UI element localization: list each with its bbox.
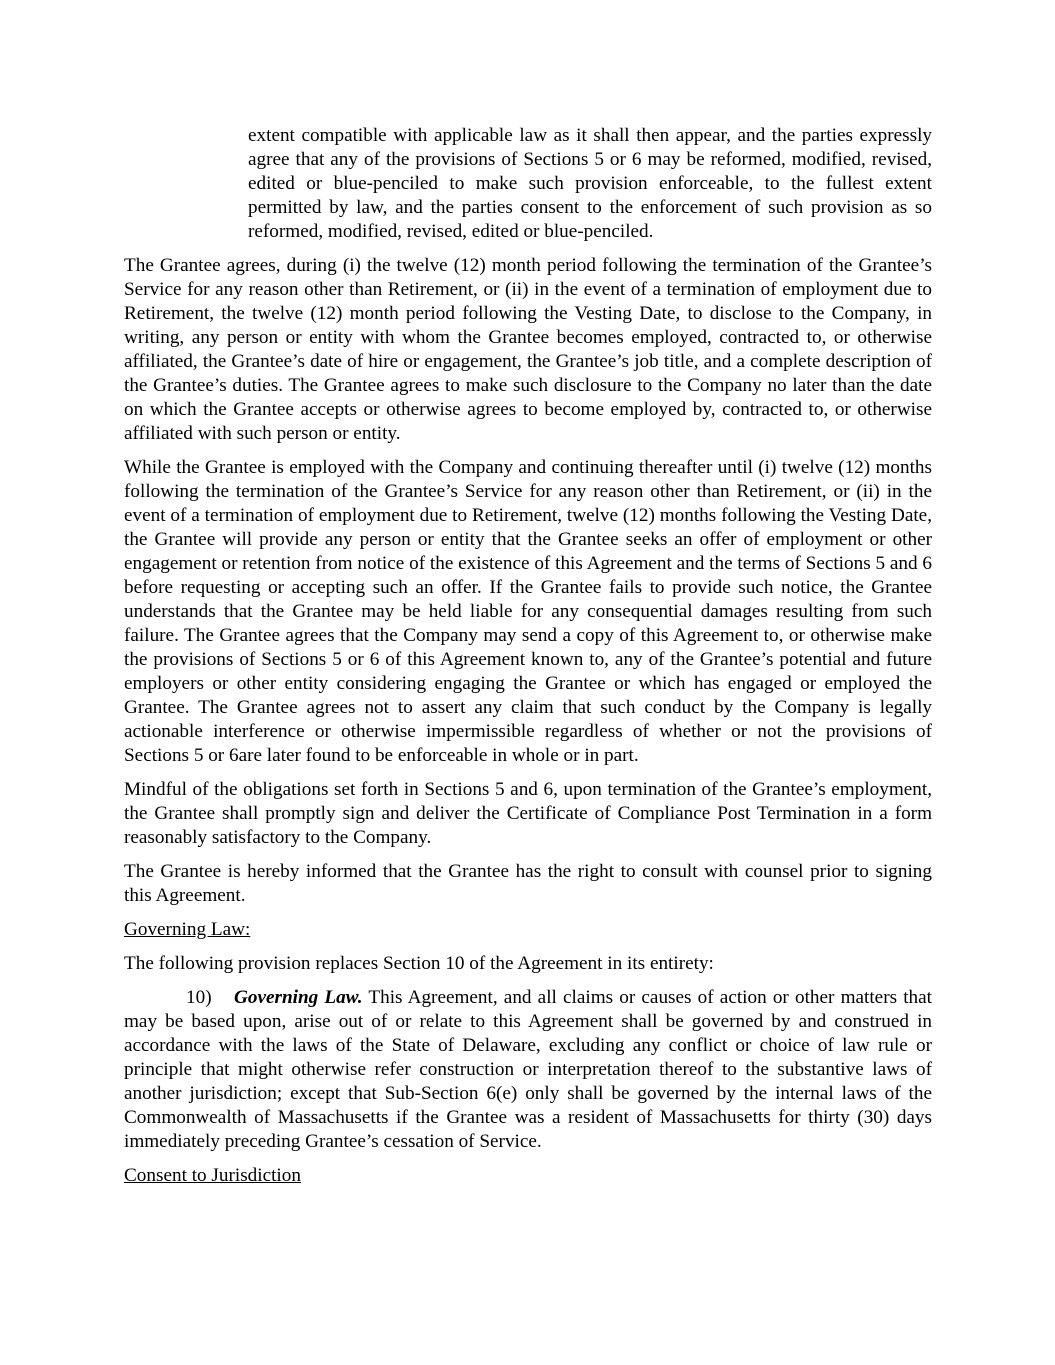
notice-paragraph: While the Grantee is employed with the Company and continuing thereafter until (i) twelve (12) months following the termination of the Grantee’s Service for any reason other than Retirement, or (ii) in the event of a termination of employment due to Retirement, twelve (12) months following the Vesting Date, the Grantee will provide any person or entity that the Grantee seeks an offer of employment or other engagement or retention from notice of the existence of this Agreement and the terms of Sections 5 and 6 before requesting or accepting such an offer. If the Grantee fails to provide such notice, the Grantee understands that the Grantee may be held liable for any consequential damages resulting from such failure. The Grantee agrees that the Company may send a copy of this Agreement to, or otherwise make the provisions of Sections 5 or 6 of this Agreement known to, any of the Grantee’s potential and future employers or other entity considering engaging the Grantee or which has engaged or employed the Grantee. The Grantee agrees not to assert any claim that such conduct by the Company is legally actionable interference or otherwise impermissible regardless of whether or not the provisions of Sections 5 or 6are later found to be enforceable in whole or in part. <box>124 457 932 766</box>
disclosure-paragraph: The Grantee agrees, during (i) the twelve (12) month period following the termination of the Grantee’s Service for any reason other than Retirement, or (ii) in the event of a termination of employment due to Retirement, the twelve (12) month period following the Vesting Date, to disclose to the Company, in writing, any person or entity with whom the Grantee becomes employed, contracted to, or otherwise affiliated, the Grantee’s date of hire or engagement, the Grantee’s job title, and a complete description of the Grantee’s duties. The Grantee agrees to make such disclosure to the Company no later than the date on which the Grantee accepts or otherwise agrees to become employed by, contracted to, or otherwise affiliated with such person or entity. <box>124 255 932 444</box>
governing-law-intro: The following provision replaces Section 10 of the Agreement in its entirety: <box>124 953 714 974</box>
governing-law-heading: Governing Law: <box>124 919 251 940</box>
governing-law-section <box>124 986 932 1154</box>
consent-heading: Consent to Jurisdiction <box>124 1165 301 1186</box>
compliance-paragraph: Mindful of the obligations set forth in Sections 5 and 6, upon termination of the Grantee’s employment, the Grantee shall promptly sign and deliver the Certificate of Compliance Post Termination in a form reasonably satisfactory to the Company. <box>124 779 932 848</box>
section-body: This Agreement, and all claims or causes of action or other matters that may be based upon, arise out of or relate to this Agreement shall be governed by and construed in accordance with the laws of the State of Delaware, excluding any conflict or choice of law rule or principle that might otherwise refer construction or interpretation thereof to the substantive laws of another jurisdiction; except that Sub-Section 6(e) only shall be governed by the internal laws of the Commonwealth of Massachusetts if the Grantee was a resident of Massachusetts for thirty (30) days immediately preceding Grantee’s cessation of Service. <box>124 987 932 1152</box>
section-title: Governing Law. <box>234 987 363 1008</box>
section-number: 10) <box>186 987 212 1008</box>
counsel-paragraph: The Grantee is hereby informed that the Grantee has the right to consult with counsel prior to signing this Agreement. <box>124 861 932 906</box>
document-page <box>124 124 932 1198</box>
continuation-paragraph: extent compatible with applicable law as it shall then appear, and the parties expressly agree that any of the provisions of Sections 5 or 6 may be reformed, modified, revised, edited or blue-penciled to make such provision enforceable, to the fullest extent permitted by law, and the parties consent to the enforcement of such provision as so reformed, modified, revised, edited or blue-penciled. <box>248 125 932 242</box>
